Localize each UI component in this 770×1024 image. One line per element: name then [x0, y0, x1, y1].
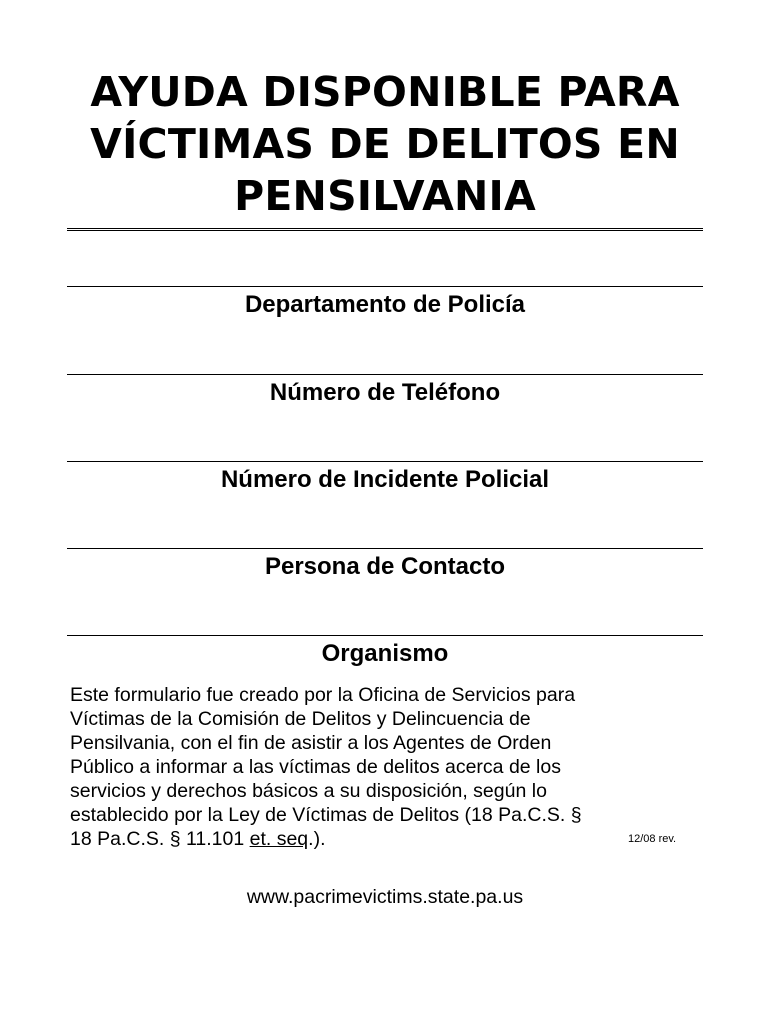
citation-text: 18 Pa.C.S. § 11.101	[70, 828, 250, 850]
description-line: Este formulario fue creado por la Oficina de Servicios para	[70, 684, 576, 706]
agency-label: Organismo	[321, 640, 449, 667]
title-line-3: PENSILVANIA	[234, 172, 536, 220]
phone-number-label: Número de Teléfono	[269, 379, 501, 406]
contact-person-line[interactable]	[67, 548, 703, 549]
description-line: Víctimas de la Comisión de Delitos y Delincuencia de	[70, 708, 531, 730]
form-description	[70, 683, 700, 851]
police-department-line[interactable]	[67, 286, 703, 287]
contact-person-label: Persona de Contacto	[264, 553, 506, 580]
description-line: establecido por la Ley de Víctimas de Delitos (18 Pa.C.S. §	[70, 804, 582, 826]
page-title	[40, 66, 730, 222]
description-last-line	[70, 827, 700, 851]
incident-number-line[interactable]	[67, 461, 703, 462]
description-line: Pensilvania, con el fin de asistir a los Agentes de Orden	[70, 732, 552, 754]
description-line: servicios y derechos básicos a su disposición, según lo	[70, 780, 547, 802]
title-line-1: AYUDA DISPONIBLE PARA	[90, 68, 680, 116]
phone-number-line[interactable]	[67, 374, 703, 375]
website-url[interactable]: www.pacrimevictims.state.pa.us	[246, 886, 524, 908]
citation-suffix: .).	[308, 828, 326, 850]
revision-date: 12/08 rev.	[628, 833, 677, 845]
title-line-2: VÍCTIMAS DE DELITOS EN	[90, 120, 680, 168]
police-department-label: Departamento de Policía	[244, 291, 526, 318]
title-divider	[67, 228, 703, 231]
incident-number-label: Número de Incidente Policial	[220, 466, 550, 493]
agency-line[interactable]	[67, 635, 703, 636]
et-seq-text: et. seq	[249, 828, 309, 850]
description-line: Público a informar a las víctimas de delitos acerca de los	[70, 756, 561, 778]
